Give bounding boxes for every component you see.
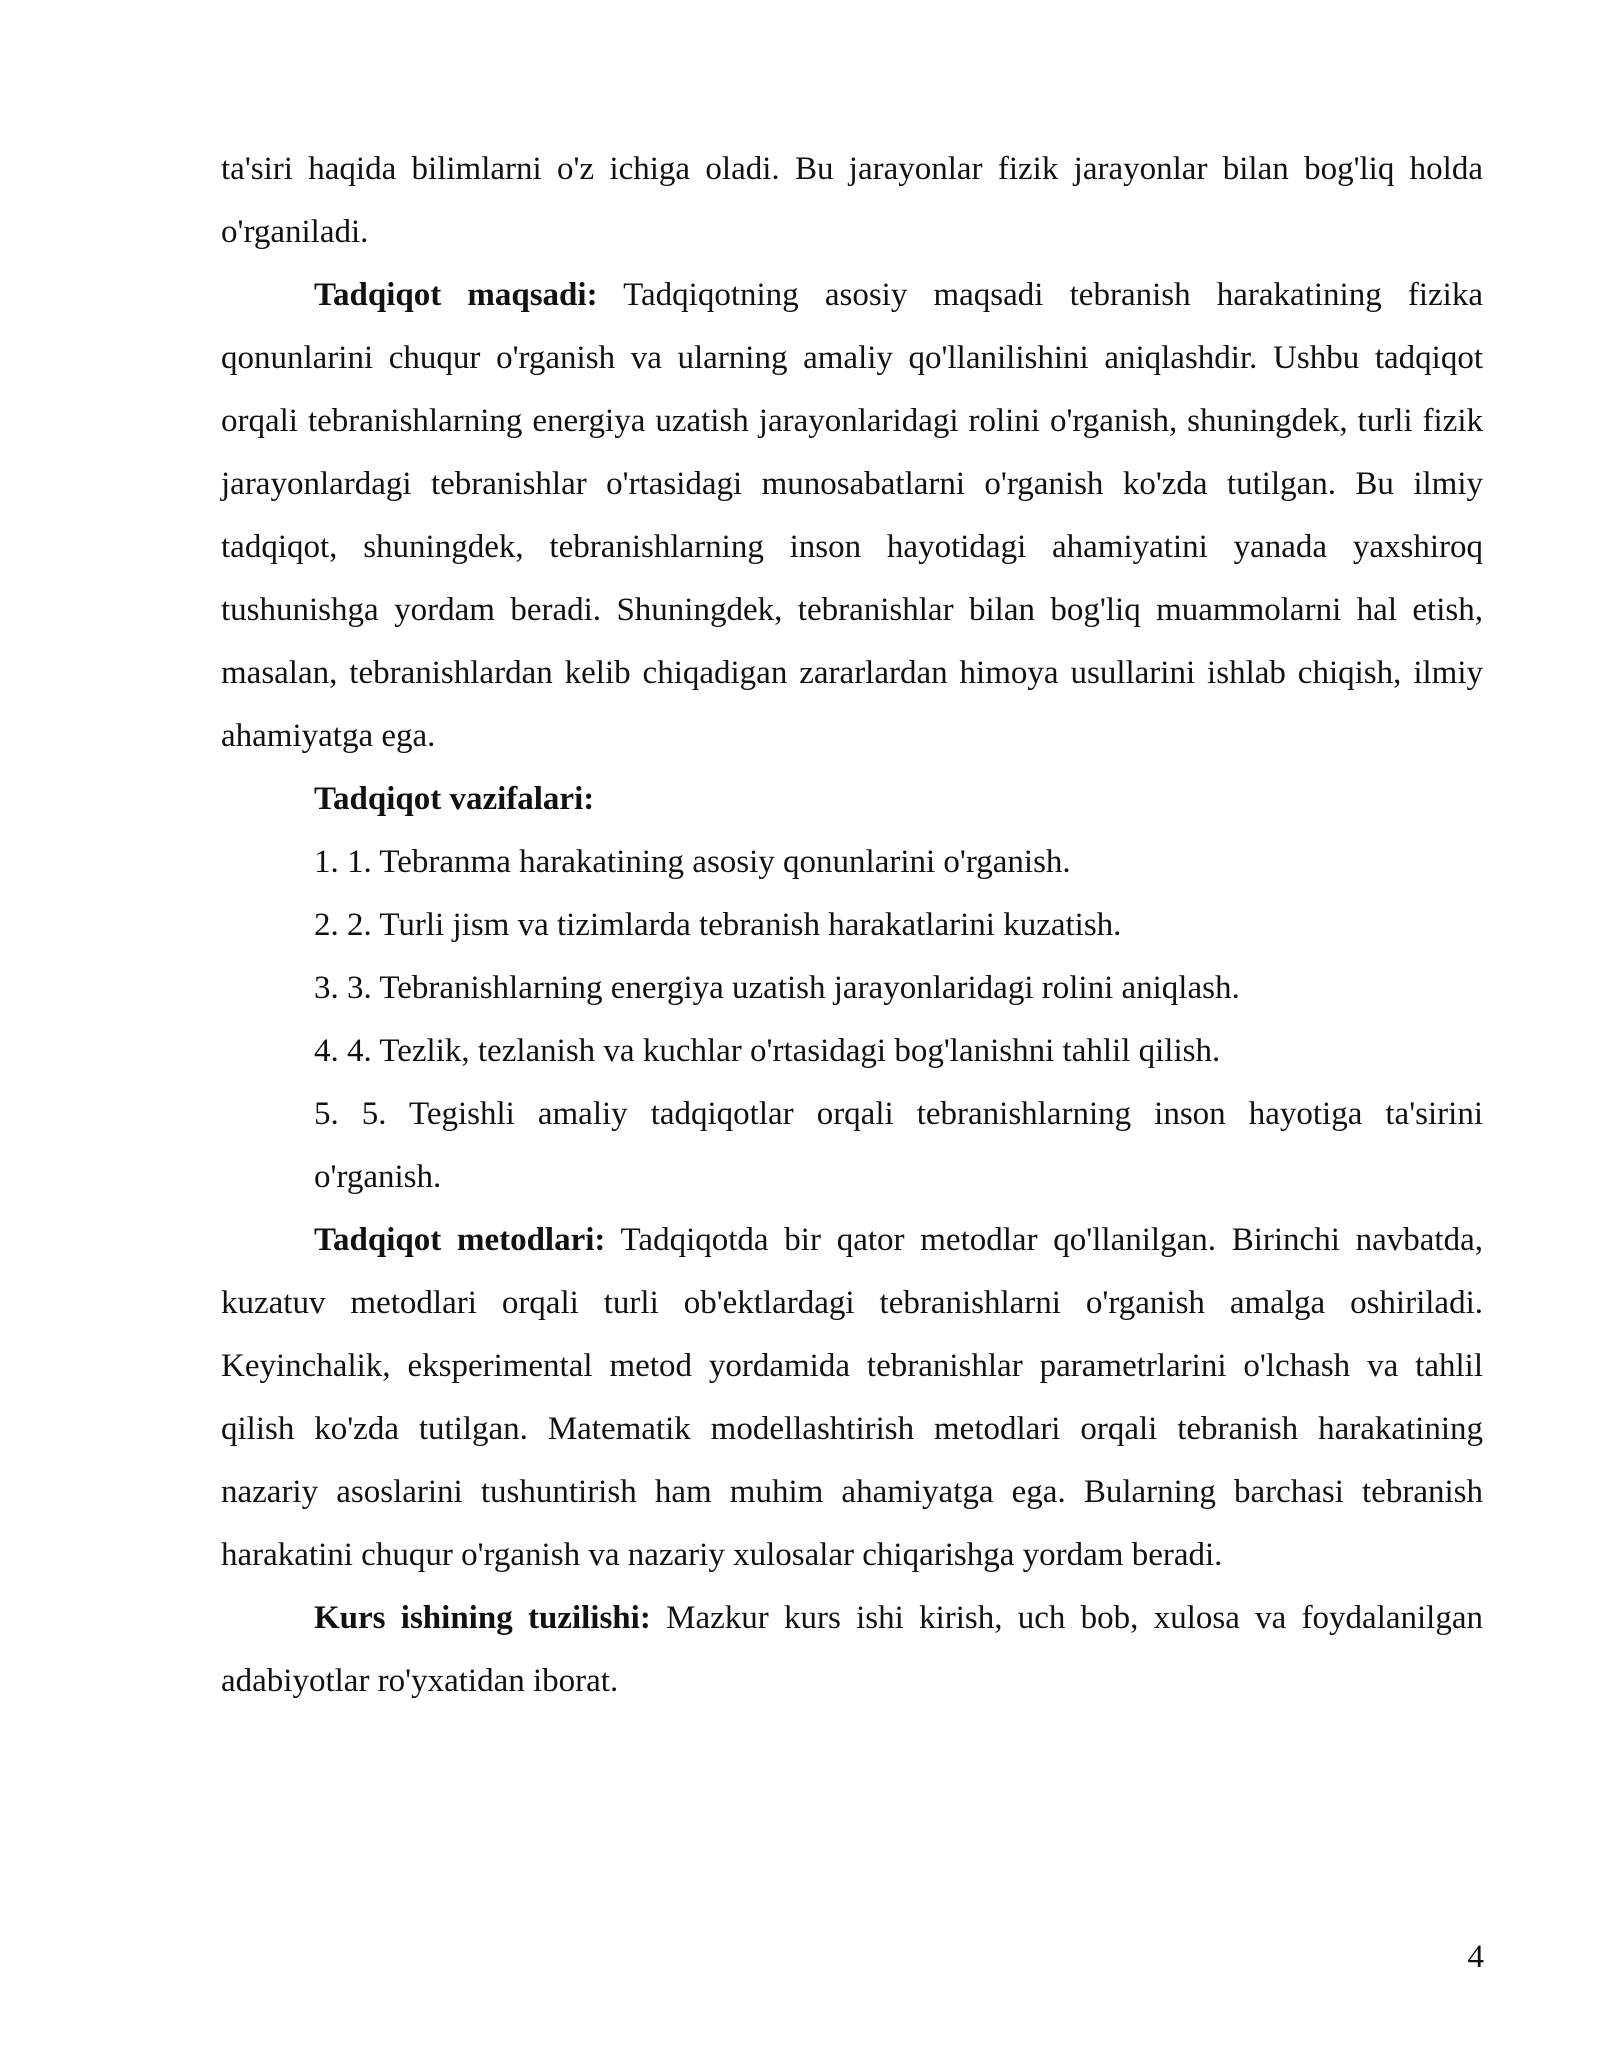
page-number: 4 xyxy=(1467,1939,1484,1975)
purpose-paragraph xyxy=(221,264,1483,768)
tasks-heading-paragraph xyxy=(221,768,1483,831)
methods-paragraph xyxy=(221,1209,1483,1587)
document-body xyxy=(221,138,1483,1713)
task-item: 4. 4. Tezlik, tezlanish va kuchlar o'rtasidagi bog'lanishni tahlil qilish. xyxy=(314,1033,1221,1069)
structure-heading: Kurs ishining tuzilishi: xyxy=(314,1600,651,1636)
purpose-text: Tadqiqotning asosiy maqsadi tebranish harakatining fizika qonunlarini chuqur o'rganish va ularning amaliy qo'llanilishini aniqlashdir. Ushbu tadqiqot orqali tebranishlarning energiya uzatish jarayonlaridagi rolini o'rganish, shuningdek, turli fizik jarayonlardagi tebranishlar o'rtasidagi munosabatlarni o'rganish ko'zda tutilgan. Bu ilmiy tadqiqot, shuningdek, tebranishlarning inson hayotidagi ahamiyatini yanada yaxshiroq tushunishga yordam beradi. Shuningdek, tebranishlar bilan bog'liq muammolarni hal etish, masalan, tebranishlardan kelib chiqadigan zararlardan himoya usullarini ishlab chiqish, ilmiy ahamiyatga ega. xyxy=(221,277,1483,754)
intro-paragraph: ta'siri haqida bilimlarni o'z ichiga oladi. Bu jarayonlar fizik jarayonlar bilan bog'liq holda o'rganiladi. xyxy=(221,151,1483,250)
methods-heading: Tadqiqot metodlari: xyxy=(314,1222,606,1258)
structure-text: Mazkur kurs ishi kirish, uch bob, xulosa va foydalanilgan adabiyotlar ro'yxatidan iborat. xyxy=(221,1600,1484,1699)
task-item: 5. 5. Tegishli amaliy tadqiqotlar orqali tebranishlarning inson hayotiga ta'sirini o'rganish. xyxy=(314,1096,1483,1195)
tasks-heading: Tadqiqot vazifalari: xyxy=(314,781,595,817)
task-item: 3. 3. Tebranishlarning energiya uzatish jarayonlaridagi rolini aniqlash. xyxy=(314,970,1240,1006)
purpose-heading: Tadqiqot maqsadi: xyxy=(314,277,598,313)
task-item: 2. 2. Turli jism va tizimlarda tebranish harakatlarini kuzatish. xyxy=(314,907,1122,943)
task-item: 1. 1. Tebranma harakatining asosiy qonunlarini o'rganish. xyxy=(314,844,1071,880)
structure-paragraph xyxy=(221,1587,1483,1713)
tasks-list xyxy=(221,831,1483,1209)
methods-text: Tadqiqotda bir qator metodlar qo'llanilgan. Birinchi navbatda, kuzatuv metodlari orqali turli ob'ektlardagi tebranishlarni o'rganish amalga oshiriladi. Keyinchalik, eksperimental metod yordamida tebranishlar parametrlarini o'lchash va tahlil qilish ko'zda tutilgan. Matematik modellashtirish metodlari orqali tebranish harakatining nazariy asoslarini tushuntirish ham muhim ahamiyatga ega. Bularning barchasi tebranish harakatini chuqur o'rganish va nazariy xulosalar chiqarishga yordam beradi. xyxy=(221,1222,1483,1573)
